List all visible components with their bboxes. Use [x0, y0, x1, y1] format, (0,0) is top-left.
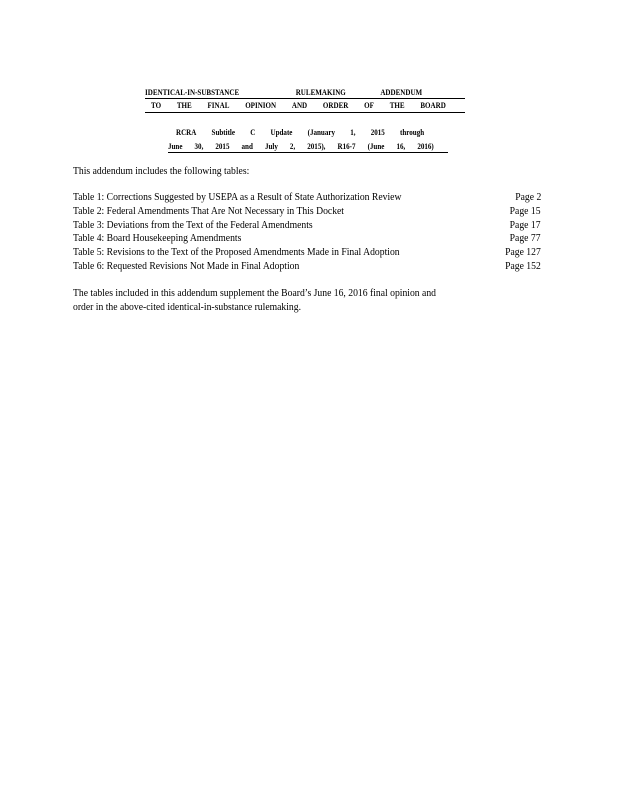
heading-word: Update	[270, 128, 293, 137]
heading-word: 2015	[215, 142, 230, 151]
heading-underline-2	[145, 112, 465, 113]
table-title: Table 5: Revisions to the Text of the Proposed Amendments Made in Final Adoption	[73, 247, 400, 259]
intro-paragraph: This addendum includes the following tables:	[73, 166, 250, 177]
table-title: Table 2: Federal Amendments That Are Not Necessary in This Docket	[73, 205, 344, 217]
heading-word: July	[264, 142, 278, 151]
heading-word: 1,	[350, 128, 356, 137]
heading-word: OPINION	[245, 101, 277, 110]
heading-word: RCRA	[176, 128, 197, 137]
heading-word: 30,	[194, 142, 204, 151]
tables-list	[73, 191, 543, 274]
heading-line-2	[151, 101, 446, 110]
heading-line-1	[145, 88, 440, 97]
table-page: Page 17	[510, 219, 541, 231]
heading-word: (January	[307, 128, 336, 137]
heading-word: 2,	[289, 142, 296, 151]
list-item	[73, 205, 543, 219]
heading-word: Subtitle	[211, 128, 236, 137]
table-page: Page 2	[514, 192, 541, 203]
closing-paragraph-line-2: order in the above-cited identical-in-substance rulemaking.	[73, 302, 302, 313]
heading-word: TO	[151, 101, 162, 110]
heading-word: FINAL	[207, 101, 230, 110]
heading-word: 2015),	[307, 142, 326, 151]
list-item	[73, 246, 543, 260]
table-page: Page 127	[505, 247, 541, 259]
heading-line-4	[168, 142, 434, 151]
table-page: Page 77	[510, 233, 541, 245]
list-item	[73, 260, 543, 274]
heading-underline-1	[145, 98, 465, 99]
heading-word: through	[400, 128, 425, 137]
table-title: Table 1: Corrections Suggested by USEPA as a Result of State Authorization Review	[73, 192, 402, 203]
heading-word: ADDENDUM	[380, 88, 423, 97]
list-item	[73, 232, 543, 246]
table-title: Table 3: Deviations from the Text of the Federal Amendments	[73, 219, 313, 231]
heading-word: ORDER	[322, 101, 349, 110]
table-title: Table 4: Board Housekeeping Amendments	[73, 233, 242, 245]
closing-paragraph-line-1: The tables included in this addendum supplement the Board’s June 16, 2016 final opinion and	[73, 288, 436, 299]
heading-word: C	[250, 128, 256, 137]
heading-word: and	[241, 142, 253, 151]
heading-word: THE	[176, 101, 192, 110]
heading-word: June	[168, 142, 183, 151]
heading-word: 2015	[370, 128, 385, 137]
heading-word: THE	[389, 101, 405, 110]
heading-word: R16-7	[337, 142, 356, 151]
heading-word: OF	[364, 101, 374, 110]
table-page: Page 152	[505, 260, 541, 272]
list-item	[73, 219, 543, 233]
heading-word: RULEMAKING	[295, 88, 346, 97]
heading-word: AND	[291, 101, 308, 110]
heading-line-3	[176, 128, 424, 137]
list-item	[73, 191, 543, 205]
heading-word: BOARD	[420, 101, 446, 110]
heading-word: 16,	[396, 142, 406, 151]
heading-word: IDENTICAL-IN-SUBSTANCE	[145, 88, 240, 97]
heading-underline-4	[168, 152, 448, 153]
table-title: Table 6: Requested Revisions Not Made in Final Adoption	[73, 260, 300, 272]
table-page: Page 15	[510, 205, 541, 217]
heading-word: (June	[367, 142, 385, 151]
heading-word: 2016)	[417, 142, 434, 151]
